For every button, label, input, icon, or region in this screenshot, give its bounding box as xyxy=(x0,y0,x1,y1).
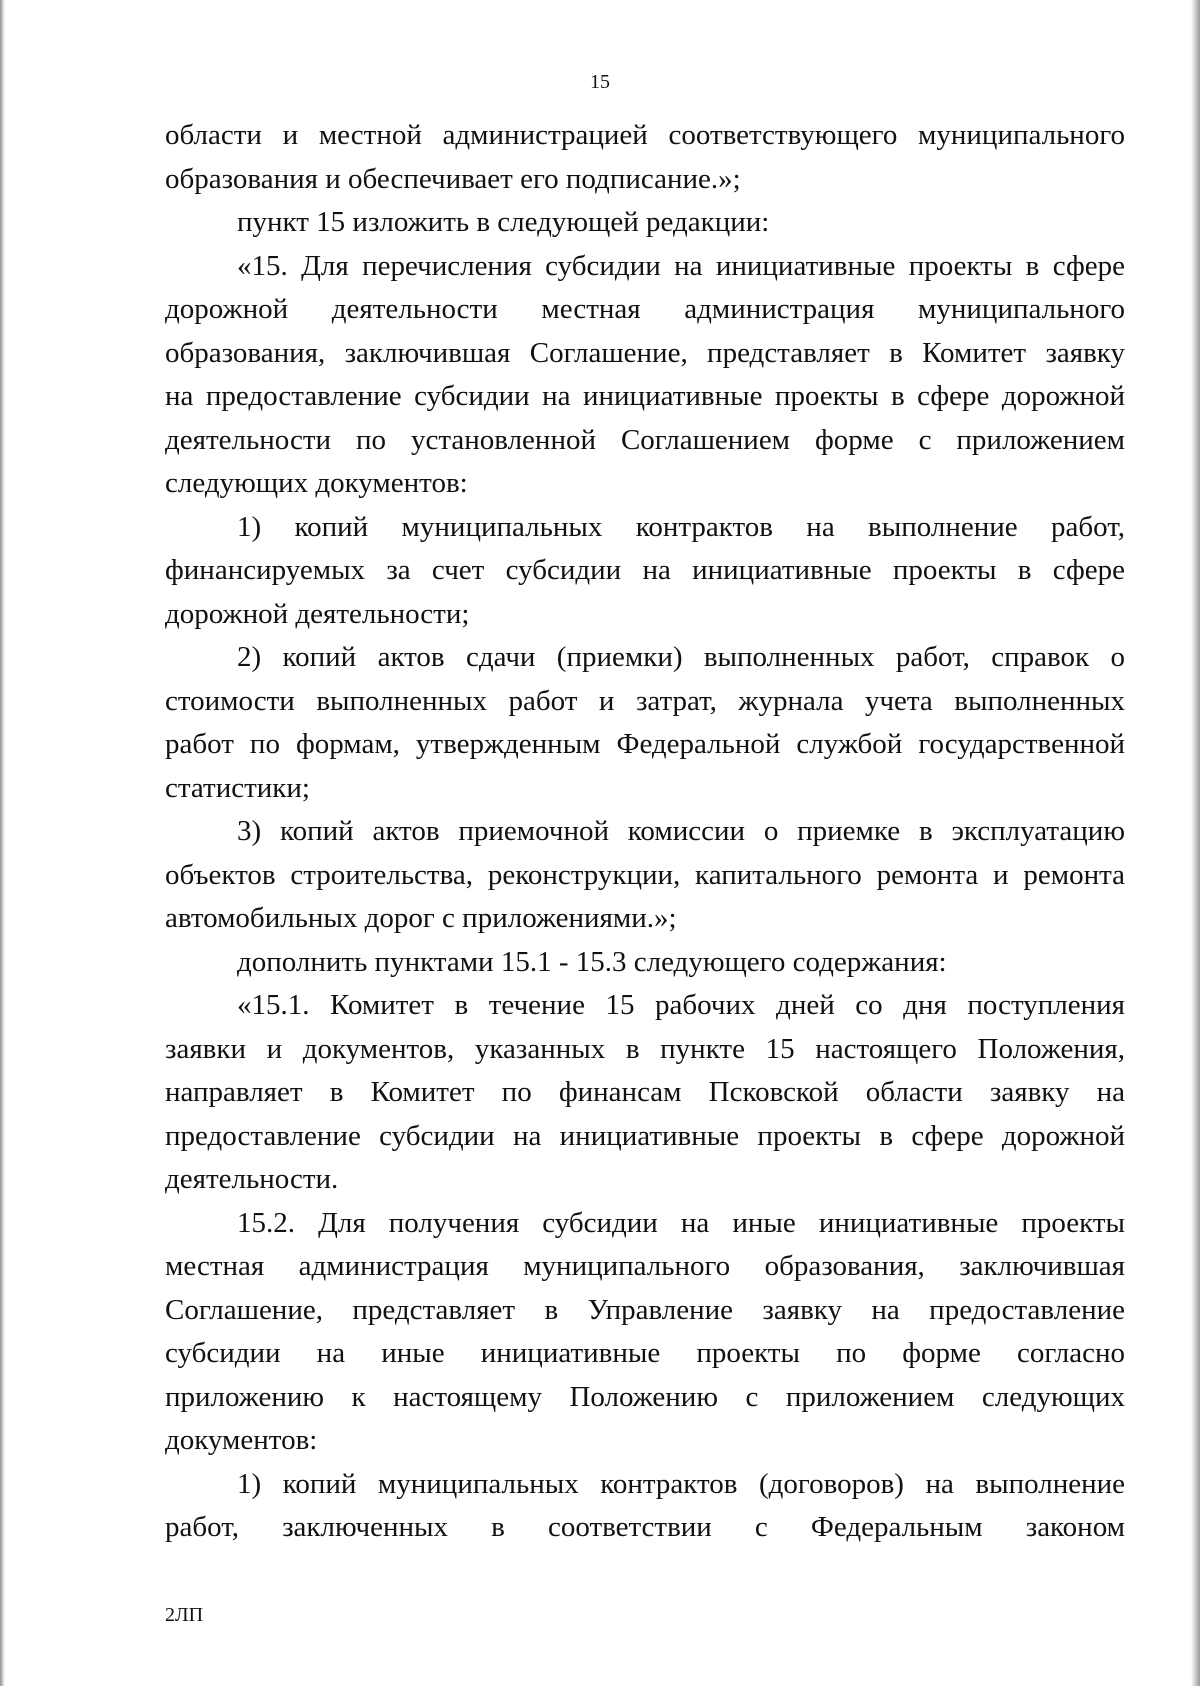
text-line: деятельности по установленной Соглашением форме с приложением xyxy=(165,423,1125,456)
text-line: направляет в Комитет по финансам Псковской области заявку на xyxy=(165,1076,1125,1108)
text-line: Соглашение, представляет в Управление заявку на предоставление xyxy=(165,1293,1125,1326)
text-line: «15. Для перечисления субсидии на инициативные проекты в сфере xyxy=(237,249,1125,282)
text-line: области и местной администрацией соответствующего муниципального xyxy=(165,119,1125,151)
text-line: 2) копий актов сдачи (приемки) выполненных работ, справок о xyxy=(237,641,1125,673)
text-line: стоимости выполненных работ и затрат, журнала учета выполненных xyxy=(165,684,1125,717)
paragraph xyxy=(165,984,1125,1202)
paragraph xyxy=(165,810,1125,941)
text-line: заявки и документов, указанных в пункте 15 настоящего Положения, xyxy=(165,1032,1125,1065)
paragraph xyxy=(165,1202,1125,1463)
text-line: документов: xyxy=(165,1424,318,1456)
text-line: финансируемых за счет субсидии на инициативные проекты в сфере xyxy=(165,554,1125,586)
text-line: дорожной деятельности; xyxy=(165,597,470,630)
text-line: «15.1. Комитет в течение 15 рабочих дней со дня поступления xyxy=(237,989,1125,1021)
paragraph xyxy=(165,1463,1125,1550)
text-line: местная администрация муниципального образования, заключившая xyxy=(165,1250,1125,1282)
text-line: дорожной деятельности местная администрация муниципального xyxy=(165,293,1125,325)
text-line: пункт 15 изложить в следующей редакции: xyxy=(237,206,770,238)
page-number: 15 xyxy=(590,71,610,93)
text-line: на предоставление субсидии на инициативные проекты в сфере дорожной xyxy=(165,380,1125,412)
text-line: статистики; xyxy=(165,771,310,804)
document-body xyxy=(165,114,1125,1550)
text-line: объектов строительства, реконструкции, капитального ремонта и ремонта xyxy=(165,858,1125,891)
paragraph xyxy=(165,636,1125,810)
paragraph xyxy=(165,114,1125,201)
text-line: работ по формам, утвержденным Федеральной службой государственной xyxy=(165,728,1125,760)
text-line: 3) копий актов приемочной комиссии о приемке в эксплуатацию xyxy=(237,815,1125,847)
footer-code: 2ЛП xyxy=(165,1604,204,1626)
text-line: деятельности. xyxy=(165,1163,339,1195)
scan-edge-right xyxy=(1191,0,1200,1686)
paragraph xyxy=(165,941,1125,985)
scan-edge-left xyxy=(0,0,5,1686)
paragraph xyxy=(165,201,1125,245)
text-line: субсидии на иные инициативные проекты по форме согласно xyxy=(165,1337,1125,1369)
paragraph xyxy=(165,506,1125,637)
text-line: 1) копий муниципальных контрактов (договоров) на выполнение xyxy=(237,1467,1125,1500)
text-line: предоставление субсидии на инициативные проекты в сфере дорожной xyxy=(165,1119,1125,1152)
text-line: образования, заключившая Соглашение, представляет в Комитет заявку xyxy=(165,336,1125,369)
text-line: приложению к настоящему Положению с приложением следующих xyxy=(165,1380,1125,1413)
text-line: 1) копий муниципальных контрактов на выполнение работ, xyxy=(237,510,1125,543)
text-line: дополнить пунктами 15.1 - 15.3 следующего содержания: xyxy=(237,945,947,978)
text-line: следующих документов: xyxy=(165,467,468,499)
text-line: 15.2. Для получения субсидии на иные инициативные проекты xyxy=(237,1206,1125,1239)
text-line: образования и обеспечивает его подписание.»; xyxy=(165,162,741,195)
paragraph xyxy=(165,245,1125,506)
text-line: автомобильных дорог с приложениями.»; xyxy=(165,902,677,934)
text-line: работ, заключенных в соответствии с Федеральным законом xyxy=(165,1511,1125,1543)
